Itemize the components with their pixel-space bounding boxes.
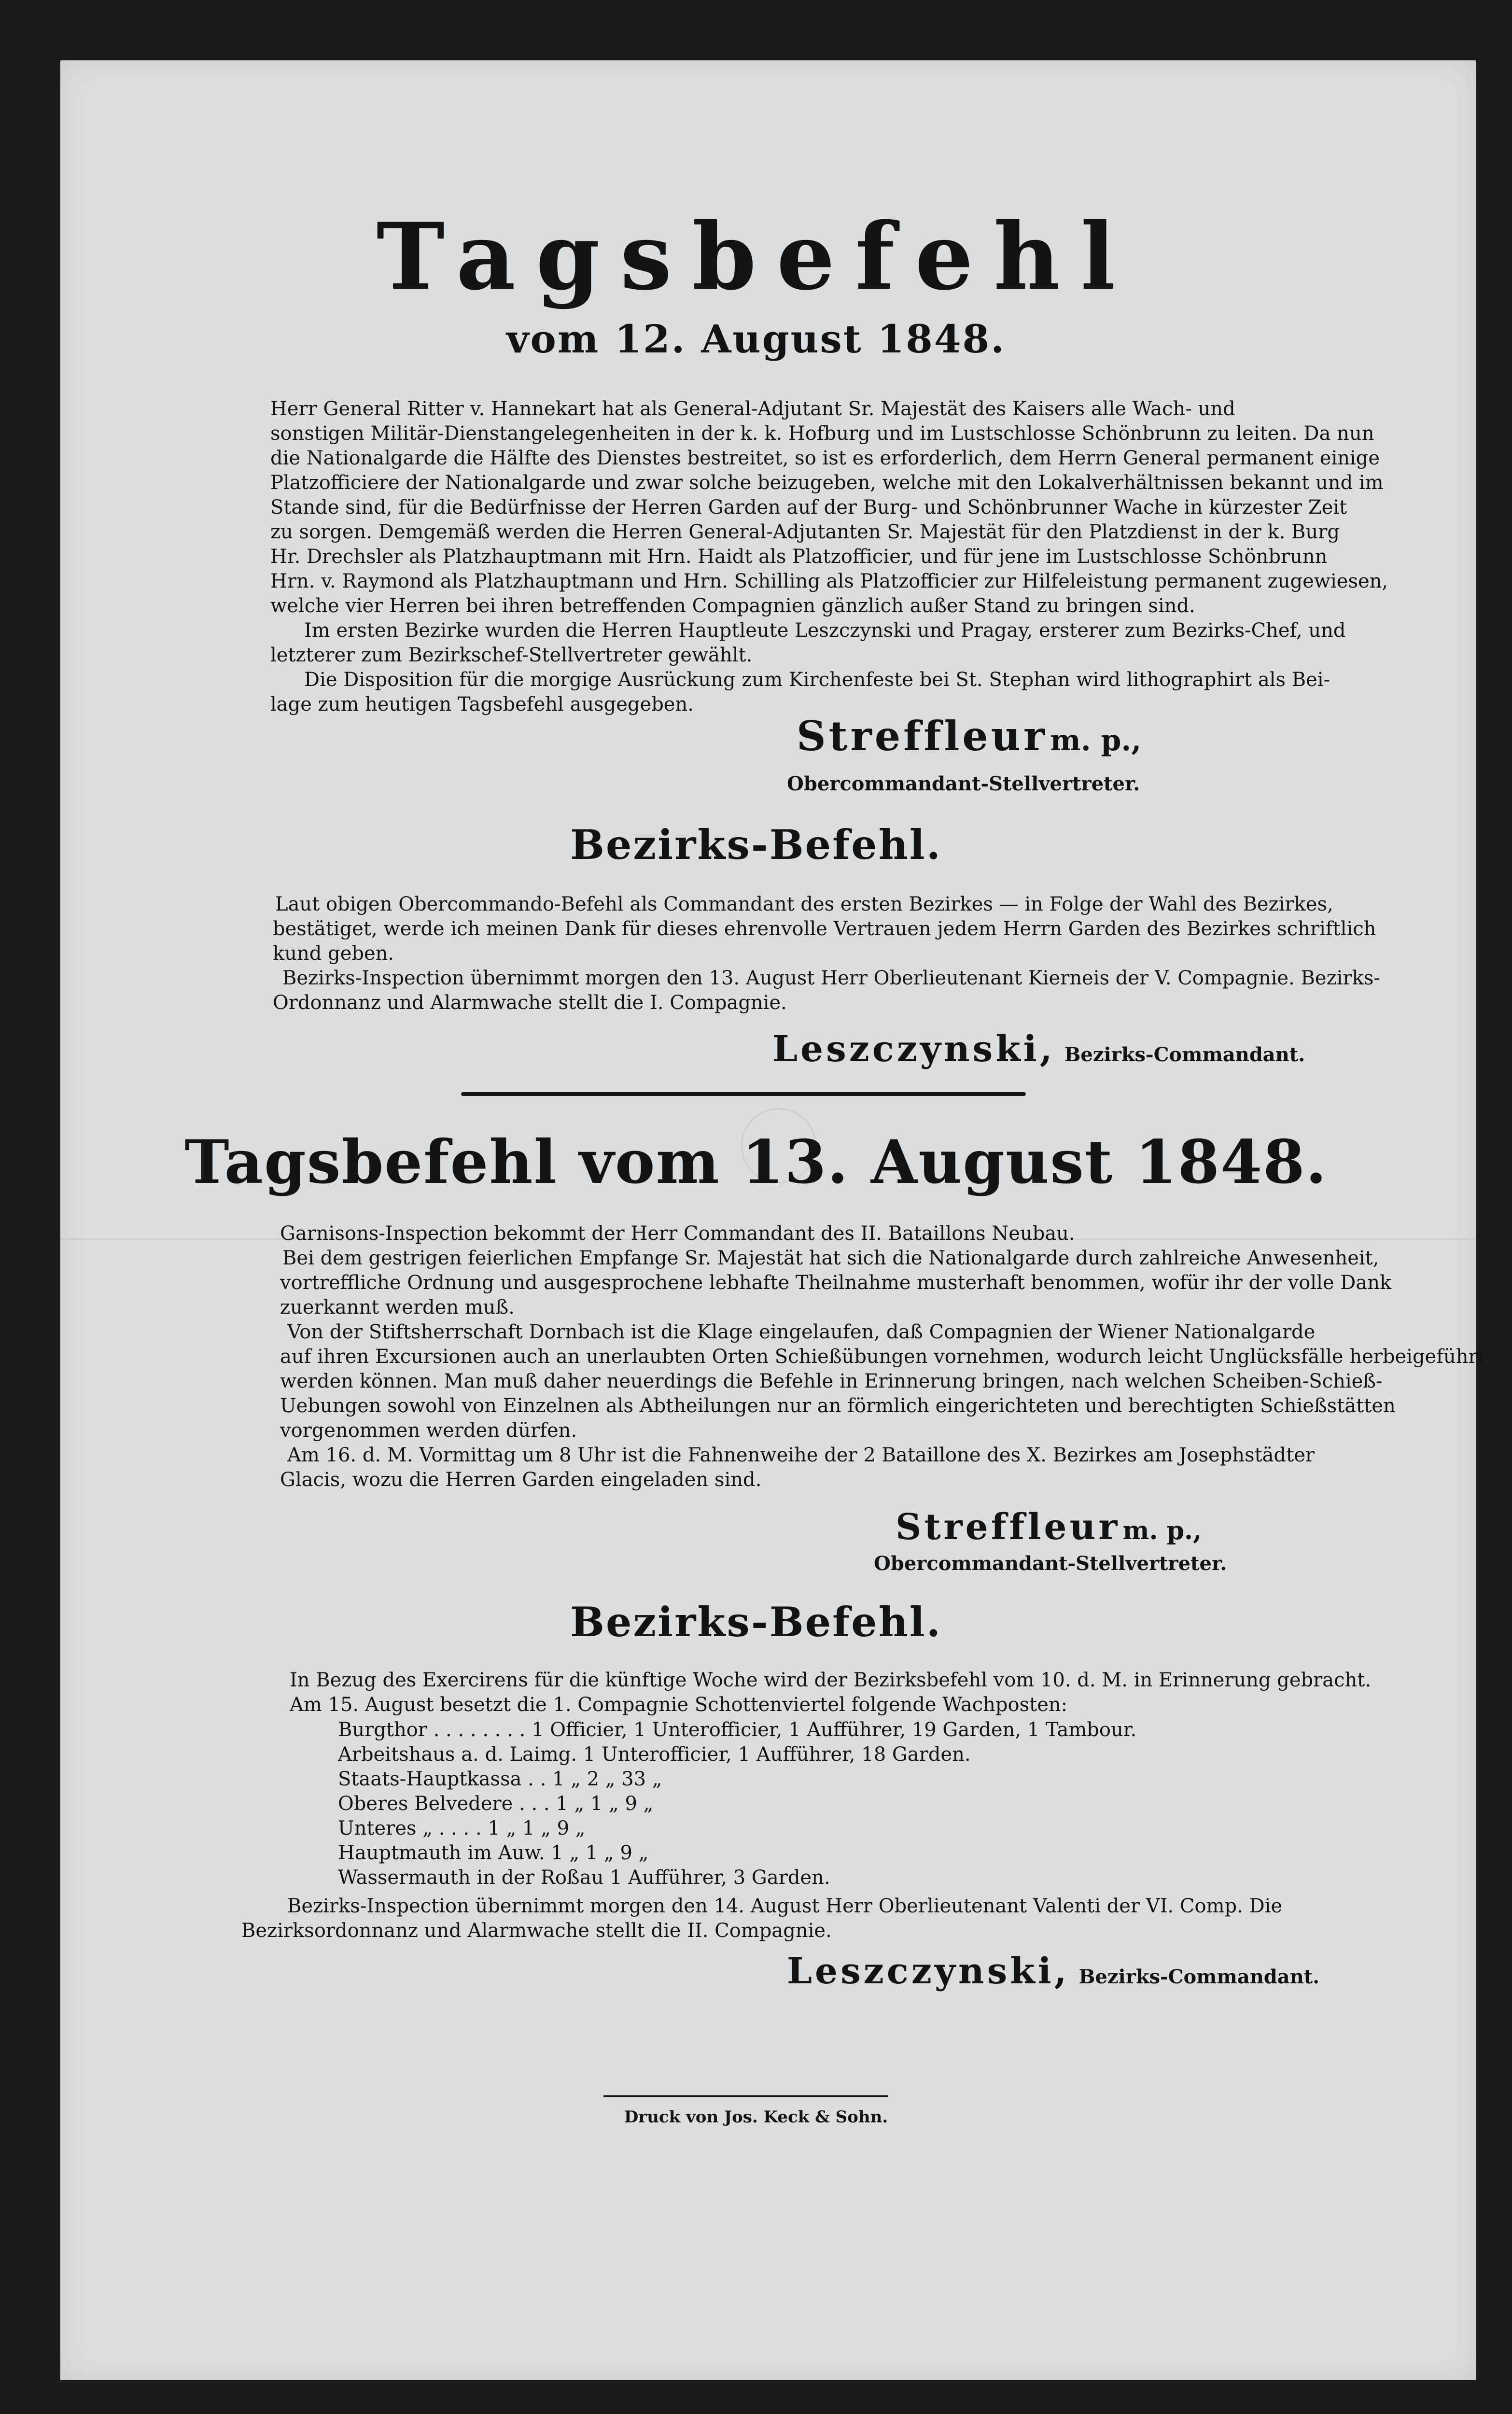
wachposten-table [338, 1718, 1159, 1892]
bezirk1-line: kund geben. [273, 942, 394, 965]
doc1-line: welche vier Herren bei ihren betreffenden Compagnien gänzlich außer Stand zu bringen sind. [270, 595, 1195, 617]
doc2-line: Uebungen sowohl von Einzelnen als Abtheilungen nur an förmlich eingerichteten und berechtigten Schießstätten [280, 1395, 1396, 1417]
doc1-line: lage zum heutigen Tagsbefehl ausgegeben. [270, 693, 694, 716]
doc1-line: Im ersten Bezirke wurden die Herren Hauptleute Leszczynski und Pragay, ersterer zum Bezirks-Chef, und [304, 619, 1346, 642]
doc1-line: letzterer zum Bezirkschef-Stellvertreter gewählt. [270, 644, 753, 666]
doc1-line: sonstigen Militär-Dienstangelegenheiten in der k. k. Hofburg und im Lustschlosse Schönbrunn zu leiten. Da nun [270, 422, 1374, 445]
doc2-line: zuerkannt werden muß. [280, 1296, 515, 1319]
doc2-title: Tagsbefehl vom 13. August 1848. [184, 1127, 1328, 1197]
bezirk1-line: Bezirks-Inspection übernimmt morgen den 13. August Herr Oberlieutenant Kierneis der V. Compagnie. Bezirks- [282, 967, 1380, 989]
signature-name: Leszczynski, [787, 1951, 1070, 1992]
bezirk2-signature [787, 1951, 1319, 1992]
bezirk1-heading: Bezirks-Befehl. [570, 821, 942, 869]
doc2-line: vortreffliche Ordnung und ausgesprochene lebhafte Theilnahme musterhaft benommen, wofür ihr der volle Dank [280, 1272, 1392, 1294]
doc1-line: Herr General Ritter v. Hannekart hat als General-Adjutant Sr. Majestät des Kaisers alle Wach- und [270, 398, 1235, 420]
printer-imprint: Druck von Jos. Keck & Sohn. [624, 2107, 888, 2127]
post-row: Staats-Hauptkassa . . 1 „ 2 „ 33 „ [338, 1768, 662, 1790]
doc1-line: Stande sind, für die Bedürfnisse der Herren Garden auf der Burg- und Schönbrunner Wache in kürzester Zeit [270, 496, 1347, 519]
bezirk2-intro [290, 1668, 1372, 1717]
post-row: Hauptmauth im Auw. 1 „ 1 „ 9 „ [338, 1842, 649, 1864]
doc1-line: Hrn. v. Raymond als Platzhauptmann und Hrn. Schilling als Platzofficier zur Hilfeleistung permanent zugewiesen, [270, 570, 1388, 592]
doc2-line: vorgenommen werden dürfen. [280, 1419, 577, 1442]
bezirk1-paragraph [273, 892, 1380, 1015]
signature-name: Leszczynski, [772, 1028, 1055, 1070]
doc1-line: zu sorgen. Demgemäß werden die Herren General-Adjutanten Sr. Majestät für den Platzdienst in der k. Burg [270, 521, 1340, 543]
doc2-line: Von der Stiftsherrschaft Dornbach ist die Klage eingelaufen, daß Compagnien der Wiener Nationalgarde [287, 1321, 1316, 1343]
post-row: Wassermauth in der Roßau 1 Aufführer, 3 Garden. [338, 1867, 830, 1889]
doc2-paragraph [280, 1221, 1485, 1492]
bezirk2-line: Am 15. August besetzt die 1. Compagnie Schottenviertel folgende Wachposten: [290, 1694, 1068, 1716]
doc2-line: auf ihren Excursionen auch an unerlaubten Orten Schießübungen vornehmen, wodurch leicht Unglücksfälle herbeigeführt [280, 1346, 1485, 1368]
doc1-line: Platzofficiere der Nationalgarde und zwar solche beizugeben, welche mit den Lokalverhältnissen bekannt und im [270, 472, 1384, 494]
bezirk2-closing [241, 1894, 1283, 1943]
doc2-line: werden können. Man muß daher neuerdings die Befehle in Erinnerung bringen, nach welchen Scheiben-Schieß- [280, 1370, 1383, 1392]
bezirk1-signature [772, 1028, 1305, 1070]
bezirk1-line: bestätiget, werde ich meinen Dank für dieses ehrenvolle Vertrauen jedem Herrn Garden des Bezirkes schriftlich [273, 918, 1376, 940]
doc1-signature-role: Obercommandant-Stellvertreter. [787, 772, 1140, 795]
main-date: vom 12. August 1848. [506, 316, 1006, 362]
signature-name: Streffleur [896, 1506, 1120, 1548]
post-row: Oberes Belvedere . . . 1 „ 1 „ 9 „ [338, 1793, 654, 1815]
bezirk1-line: Laut obigen Obercommando-Befehl als Commandant des ersten Bezirkes — in Folge der Wahl des Bezirkes, [275, 893, 1333, 915]
doc2-line: Garnisons-Inspection bekommt der Herr Commandant des II. Bataillons Neubau. [280, 1222, 1075, 1245]
doc2-signature-role: Obercommandant-Stellvertreter. [874, 1552, 1227, 1575]
section-divider [461, 1092, 1026, 1096]
post-row: Arbeitshaus a. d. Laimg. 1 Unterofficier, 1 Aufführer, 18 Garden. [338, 1743, 971, 1766]
bezirk1-line: Ordonnanz und Alarmwache stellt die I. Compagnie. [273, 992, 787, 1014]
bezirk2-line: In Bezug des Exercirens für die künftige Woche wird der Bezirksbefehl vom 10. d. M. in Erinnerung gebracht. [290, 1669, 1372, 1691]
doc1-signature [797, 712, 1141, 760]
signature-name: Streffleur [797, 712, 1048, 760]
doc2-signature [896, 1506, 1202, 1548]
doc1-line: die Nationalgarde die Hälfte des Dienstes bestreitet, so ist es erforderlich, dem Herrn General permanent einige [270, 447, 1380, 469]
bezirk2-line: Bezirks-Inspection übernimmt morgen den 14. August Herr Oberlieutenant Valenti der VI. Comp. Die [287, 1895, 1283, 1917]
doc1-line: Die Disposition für die morgige Ausrückung zum Kirchenfeste bei St. Stephan wird lithographirt als Bei- [304, 669, 1330, 691]
signature-mp: m. p., [1050, 724, 1142, 758]
post-row: Burgthor . . . . . . . . 1 Officier, 1 Unterofficier, 1 Aufführer, 19 Garden, 1 Tambour. [338, 1719, 1137, 1741]
bezirk2-heading: Bezirks-Befehl. [570, 1598, 942, 1646]
post-row: Unteres „ . . . . 1 „ 1 „ 9 „ [338, 1817, 586, 1839]
bezirk2-line: Bezirksordonnanz und Alarmwache stellt die II. Compagnie. [241, 1920, 832, 1942]
signature-role: Bezirks-Commandant. [1078, 1965, 1320, 1988]
doc2-line: Am 16. d. M. Vormittag um 8 Uhr ist die Fahnenweihe der 2 Bataillone des X. Bezirkes am Josephstädter [287, 1444, 1315, 1466]
doc2-line: Bei dem gestrigen feierlichen Empfange Sr. Majestät hat sich die Nationalgarde durch zahlreiche Anwesenheit, [282, 1247, 1379, 1269]
doc2-line: Glacis, wozu die Herren Garden eingeladen sind. [280, 1469, 762, 1491]
signature-mp: m. p., [1122, 1516, 1202, 1545]
doc1-line: Hr. Drechsler als Platzhauptmann mit Hrn. Haidt als Platzofficier, und für jene im Lustschlosse Schönbrunn [270, 546, 1328, 568]
signature-role: Bezirks-Commandant. [1064, 1043, 1305, 1066]
doc1-paragraph [270, 397, 1388, 717]
printer-rule [603, 2095, 888, 2097]
main-title: Tagsbefehl [376, 203, 1136, 310]
